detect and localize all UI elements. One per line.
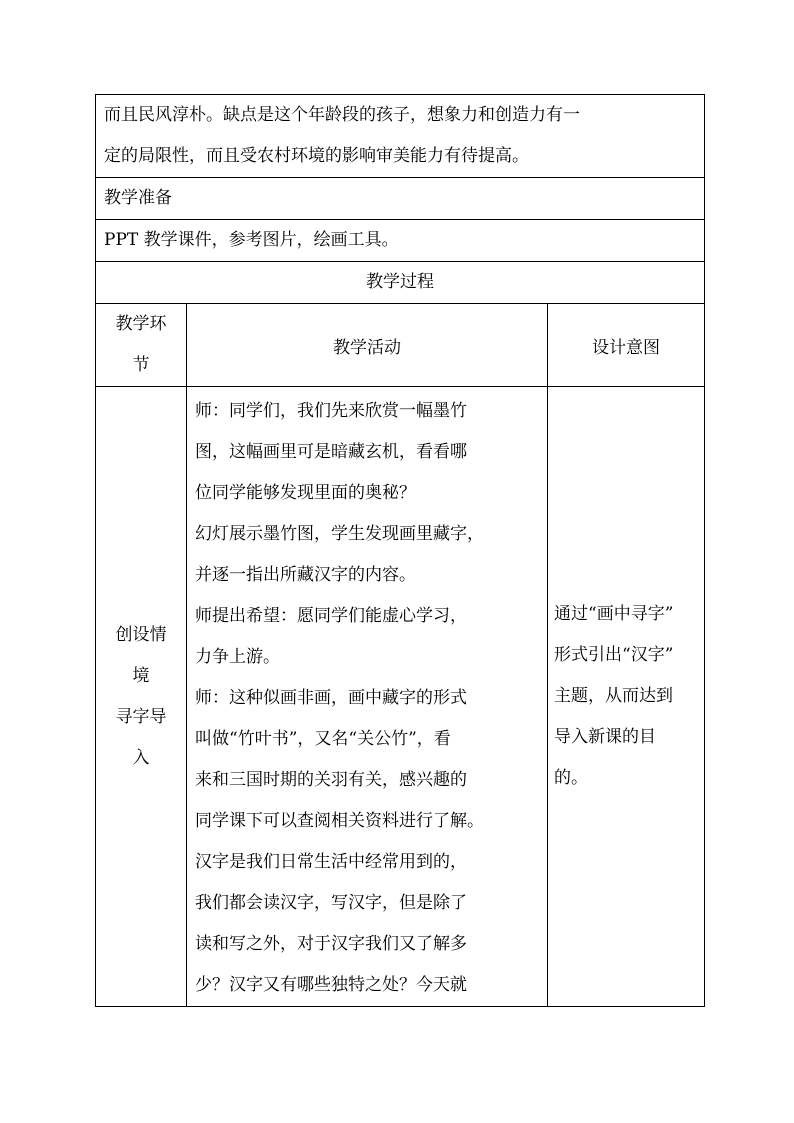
activity-line: 少？汉字又有哪些独特之处？今天就: [195, 975, 467, 995]
prep-content: PPT 教学课件，参考图片，绘画工具。: [96, 220, 705, 262]
activity-line: 来和三国时期的关羽有关，感兴趣的: [195, 770, 467, 790]
activity-column-header: 教学活动: [187, 304, 548, 387]
activity-line: 我们都会读汉字，写汉字，但是除了: [195, 893, 467, 913]
activity-line: 图，这幅画里可是暗藏玄机，看看哪: [195, 442, 467, 462]
activity-line: 叫做“竹叶书”，又名“关公竹”，看: [195, 729, 451, 749]
intent-line: 导入新课的目: [554, 727, 656, 747]
lesson-plan-page: [95, 94, 704, 1007]
intro-line: 定的局限性，而且受农村环境的影响审美能力有待提高。: [104, 146, 529, 166]
activity-line: 师提出希望：愿同学们能虚心学习，: [195, 606, 467, 626]
stage-header-line: 教学环: [115, 314, 167, 334]
stage-cell: [96, 387, 187, 1007]
intent-line: 通过“画中寻字”: [554, 604, 674, 624]
prep-heading-row: [96, 178, 705, 220]
activity-line: 幻灯展示墨竹图，学生发现画里藏字，: [195, 524, 484, 544]
activity-line: 师：同学们，我们先来欣赏一幅墨竹: [195, 401, 467, 421]
stage-line: 境: [132, 665, 150, 686]
intent-cell: [548, 387, 705, 1007]
intro-row: [96, 95, 705, 178]
activity-cell: [187, 387, 548, 1007]
activity-line: 汉字是我们日常生活中经常用到的，: [195, 852, 467, 872]
table-row: [96, 387, 705, 1007]
stage-column-header: [96, 304, 187, 387]
activity-line: 位同学能够发现里面的奥秘？: [195, 483, 416, 503]
column-header-row: [96, 304, 705, 387]
prep-content-row: [96, 220, 705, 262]
intent-line: 的。: [554, 768, 588, 788]
activity-line: 并逐一指出所藏汉字的内容。: [195, 565, 416, 585]
prep-heading: 教学准备: [96, 178, 705, 220]
intro-line: 而且民风淳朴。缺点是这个年龄段的孩子，想象力和创造力有一: [104, 105, 580, 125]
intro-cell: [96, 95, 705, 178]
stage-header-line: 节: [132, 355, 150, 375]
stage-line: 寻字导: [115, 706, 167, 727]
lesson-plan-table: [95, 94, 705, 1007]
activity-line: 同学课下可以查阅相关资料进行了解。: [195, 811, 484, 831]
stage-line: 入: [132, 747, 150, 768]
intent-line: 形式引出“汉字”: [554, 645, 674, 665]
activity-line: 力争上游。: [195, 647, 280, 667]
intent-column-header: 设计意图: [548, 304, 705, 387]
stage-line: 创设情: [115, 624, 167, 645]
process-heading-row: [96, 262, 705, 304]
intent-line: 主题，从而达到: [554, 686, 673, 706]
process-heading: 教学过程: [96, 262, 705, 304]
activity-line: 读和写之外，对于汉字我们又了解多: [195, 934, 467, 954]
activity-line: 师：这种似画非画，画中藏字的形式: [195, 688, 467, 708]
